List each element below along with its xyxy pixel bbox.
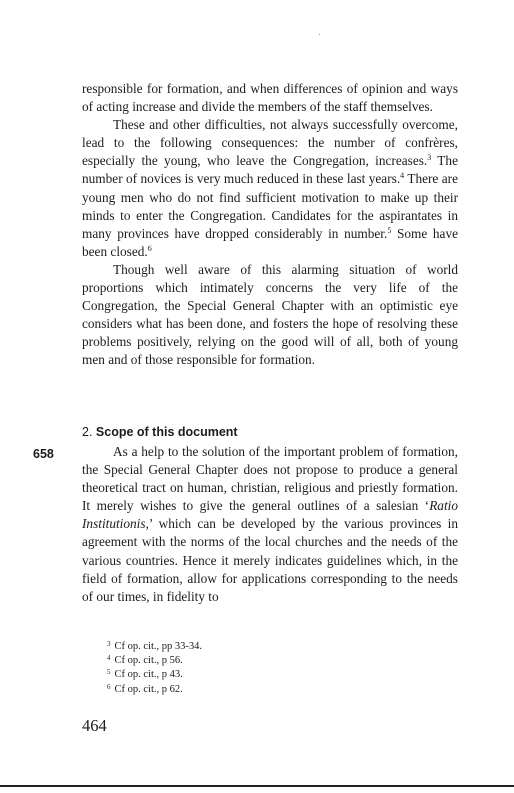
footnote-ref: 5 xyxy=(387,225,392,235)
footnote-text: Cf op. cit., p 43. xyxy=(114,669,183,681)
text-run: Though well aware of this alarming situation of world proportions which intimately concerns the very life of the Congregation, the Special General Chapter with an optimistic eye considers what has been done, and fosters the hope of resolving these problems positively, relying on the good will of all, both of young men and of those responsible for formation. xyxy=(82,261,458,368)
margin-paragraph-number: 658 xyxy=(33,447,54,461)
text-run: As a help to the solution of the important problem of formation, the Special General Chapter does not propose to produce a general theoretical tract on human, christian, religious and priestly formation. It merely wishes to give the general outlines of a salesian ‘ xyxy=(82,444,458,514)
page-edge-line xyxy=(0,785,514,787)
text-run: ’ which can be developed by the various provinces in agreement with the norms of the local churches and the needs of the various countries. Hence it merely indicates guidelines which, in the field of formation, allow for applications corresponding to the needs of our times, in fidelity to xyxy=(82,516,458,604)
text-run: Some have been closed. xyxy=(82,225,459,259)
footnote-text: Cf op. cit., pp 33-34. xyxy=(114,641,202,652)
text-run: These and other difficulties, not always successfully overcome, lead to the following consequences: the number of confrères, especially the young, who leave the Congregation, increases. xyxy=(82,117,458,169)
body-text-bottom xyxy=(82,443,458,606)
text-run: The number of novices is very much reduced in these last years. xyxy=(82,153,458,187)
paragraph xyxy=(82,443,458,606)
section-number: 2. xyxy=(82,425,93,439)
footnote-ref: 4 xyxy=(400,171,405,181)
footnote-number: 6 xyxy=(107,682,111,691)
text-run: responsible for formation, and when differences of opinion and ways of acting increase and divide the members of the staff themselves. xyxy=(82,81,458,115)
footnote-number: 4 xyxy=(107,654,111,663)
text-run: There are young men who do not find sufficient motivation to make up their minds to enter the Congregation. Candidates for the aspirantates in many provinces have dropped considerably in number. xyxy=(82,171,458,241)
footnote-ref: 6 xyxy=(147,243,152,253)
section-heading xyxy=(82,424,238,440)
body-text-top xyxy=(82,80,458,370)
page-number: 464 xyxy=(82,716,107,735)
footnote-text: Cf op. cit., p 62. xyxy=(114,683,183,695)
footnote-text: Cf op. cit., p 56. xyxy=(114,655,183,667)
footnote xyxy=(107,683,202,697)
scan-speck xyxy=(319,34,320,35)
footnote-number: 5 xyxy=(107,668,111,677)
footnotes xyxy=(107,640,202,697)
paragraph xyxy=(82,116,458,261)
section-title: Scope of this document xyxy=(95,425,238,439)
italic-text: Ratio Institutionis, xyxy=(82,498,458,532)
paragraph xyxy=(82,261,458,370)
footnote-number: 3 xyxy=(107,640,111,648)
paragraph xyxy=(82,80,458,116)
footnote xyxy=(107,668,202,682)
footnote xyxy=(107,654,202,668)
footnote xyxy=(107,640,202,654)
footnote-ref: 3 xyxy=(427,153,432,163)
